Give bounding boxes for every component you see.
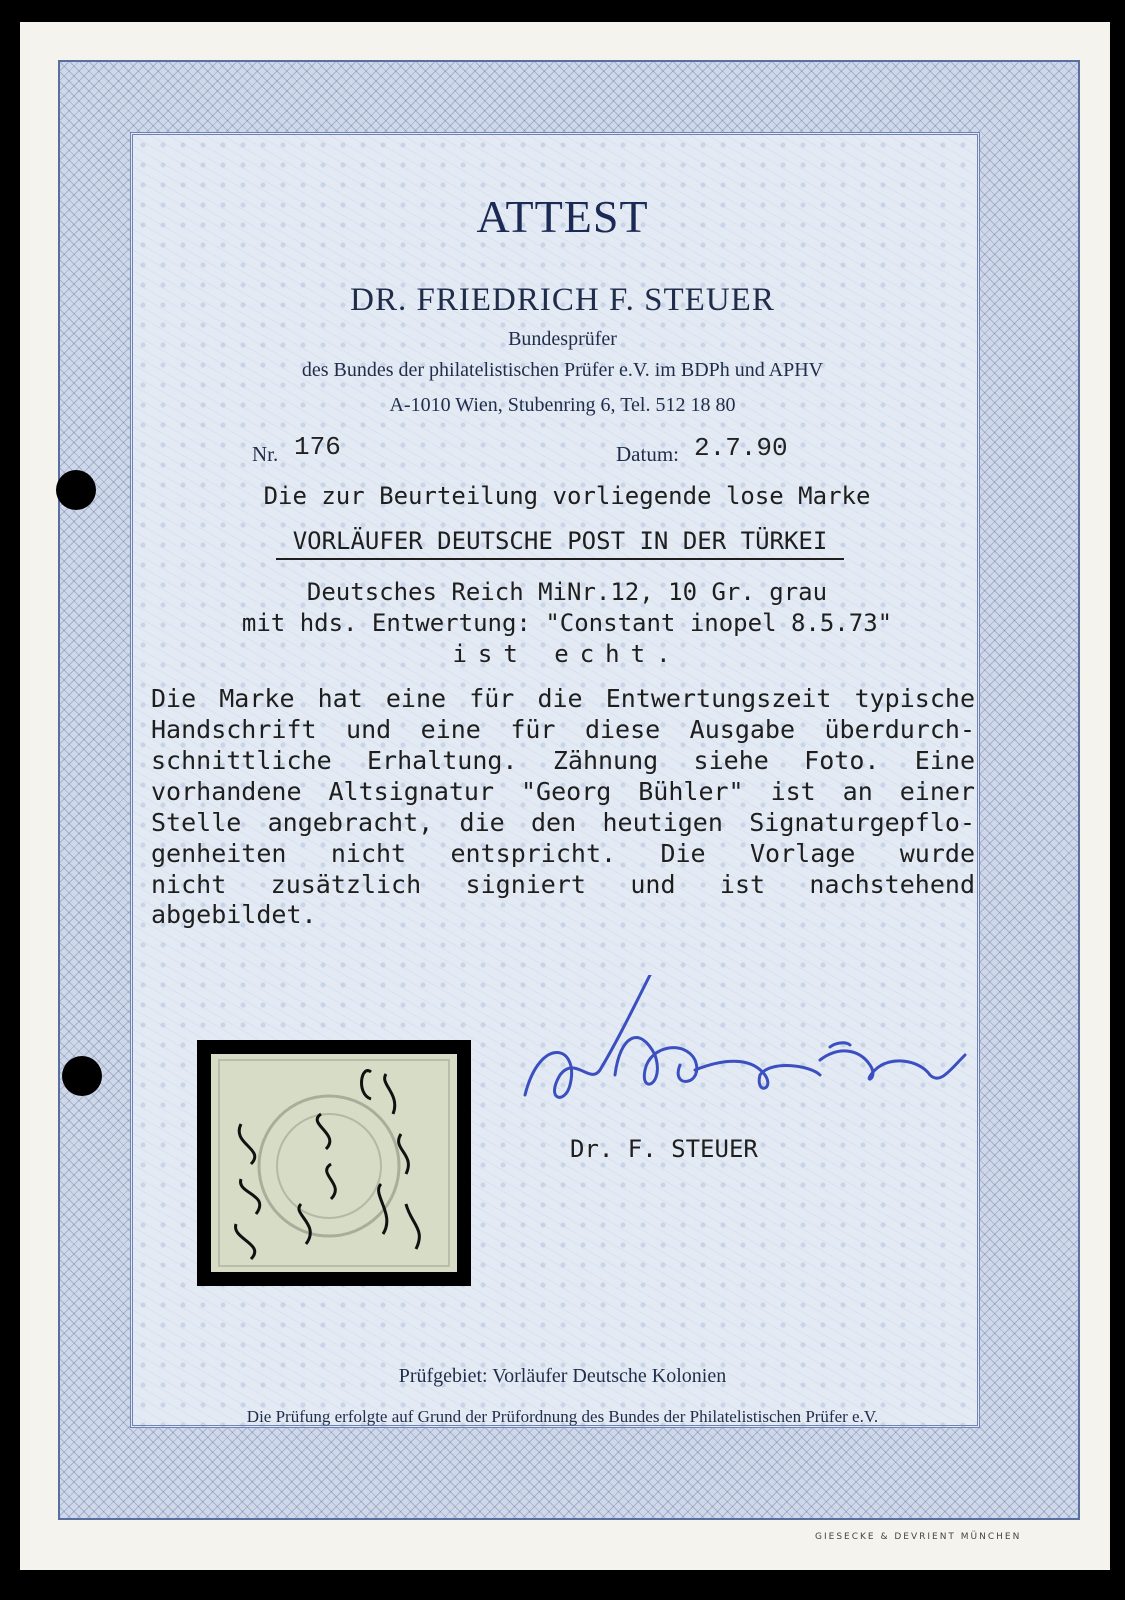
stamp-photo [197, 1040, 471, 1286]
paragraph-line: vorhandene Altsignatur "Georg Bühler" ist an einer [151, 777, 975, 806]
address-line: A-1010 Wien, Stubenring 6, Tel. 512 18 80 [389, 394, 736, 416]
paragraph-line: Handschrift und eine für diese Ausgabe überdurch- [151, 715, 975, 744]
punch-hole-top [56, 470, 96, 510]
punch-hole-bottom [62, 1056, 102, 1096]
stamp-image [211, 1054, 457, 1272]
examination-area: Prüfgebiet: Vorläufer Deutsche Kolonien [398, 1365, 727, 1387]
number-label: Nr. [252, 442, 279, 466]
date-label: Datum: [616, 442, 679, 466]
association-line: des Bundes der philatelistischen Prüfer e.V. im BDPh und APHV [301, 359, 824, 381]
printer-imprint: GIESECKE & DEVRIENT MÜNCHEN [815, 1532, 1022, 1542]
legal-note: Die Prüfung erfolgte auf Grund der Prüfordnung des Bundes der Philatelistischen Prüfer e.V. [246, 1407, 879, 1426]
date-value: 2.7.90 [694, 433, 788, 463]
examiner-role: Bundesprüfer [508, 328, 617, 350]
certificate-title: ATTEST [476, 191, 649, 242]
stamp-description: Deutsches Reich MiNr.12, 10 Gr. grau [306, 578, 828, 606]
paragraph-line: Die Marke hat eine für die Entwertungszeit typische [151, 684, 975, 713]
paragraph-line: genheiten nicht entspricht. Die Vorlage wurde [151, 839, 975, 868]
stamp-category-heading: VORLÄUFER DEUTSCHE POST IN DER TÜRKEI [276, 527, 844, 560]
examiner-name: DR. FRIEDRICH F. STEUER [350, 282, 775, 318]
paragraph-line: Stelle angebracht, die den heutigen Signaturgepflo- [151, 808, 975, 837]
signature-name: Dr. F. STEUER [570, 1135, 758, 1163]
cancellation-description: mit hds. Entwertung: "Constant inopel 8.5.73" [241, 609, 893, 637]
handwritten-signature [520, 975, 970, 1135]
stamp-cancel-drawing [211, 1054, 457, 1272]
paragraph-line: nicht zusätzlich signiert und ist nachstehend [151, 870, 975, 899]
paragraph-line: schnittliche Erhaltung. Zähnung siehe Foto. Eine [151, 746, 975, 775]
verdict: ist echt. [452, 640, 682, 668]
intro-line: Die zur Beurteilung vorliegende lose Marke [263, 482, 871, 510]
paragraph-line-last: abgebildet. [151, 900, 317, 929]
number-value: 176 [294, 432, 341, 462]
